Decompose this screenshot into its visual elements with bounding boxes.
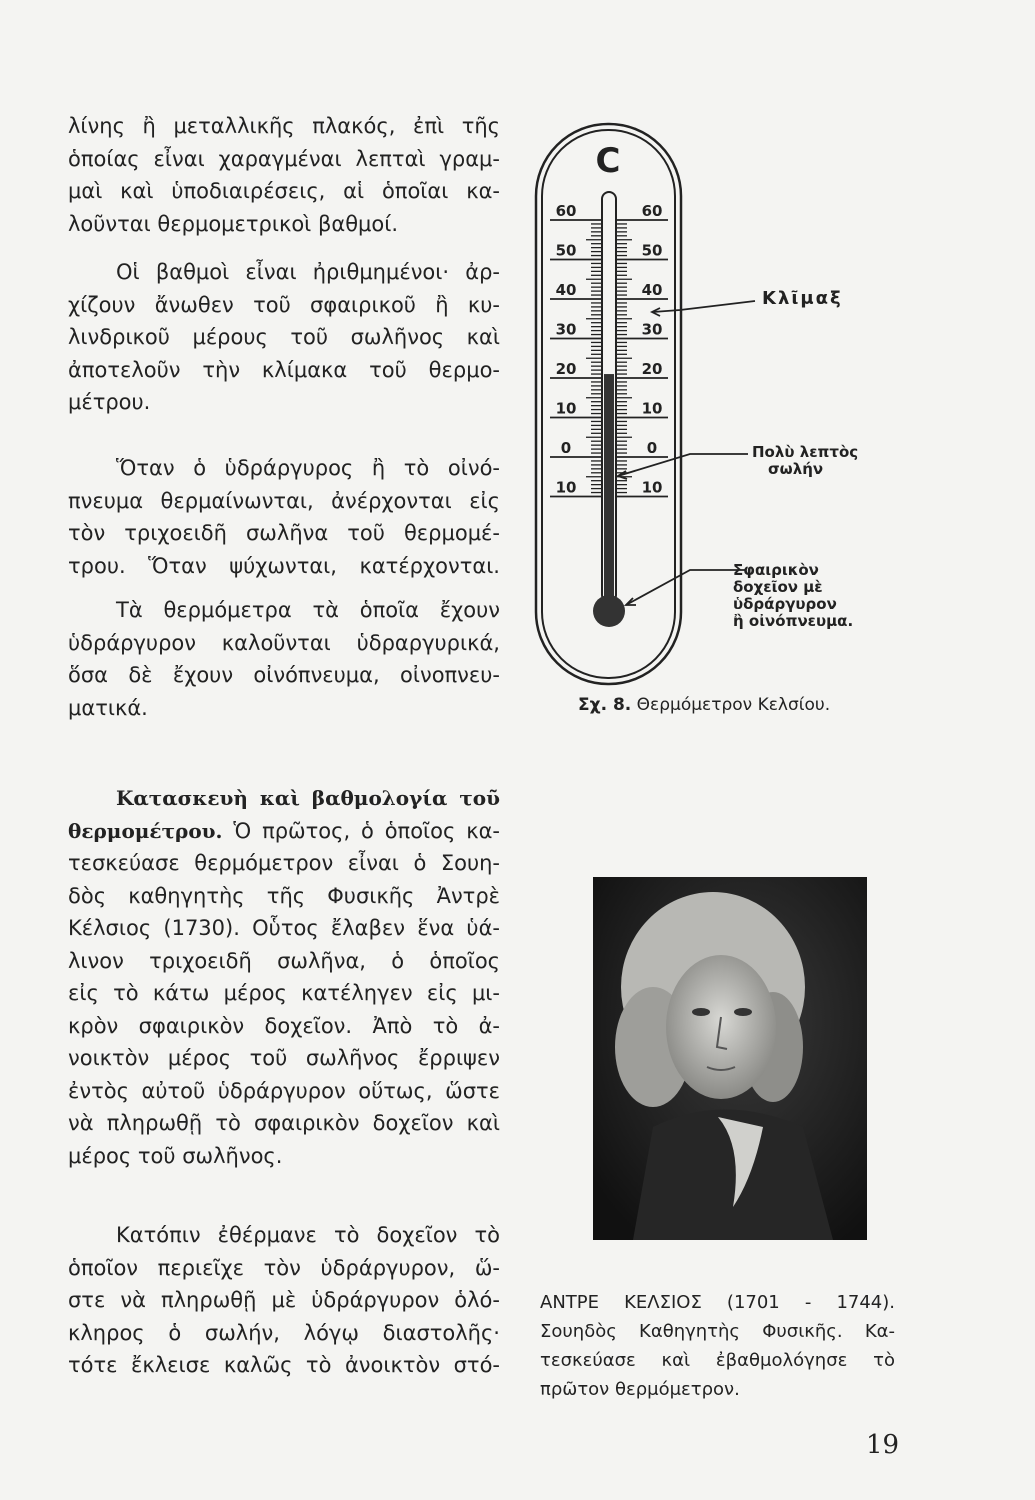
text-line: ὅσα δὲ ἔχουν οἰνόπνευμα, οἰνοπνευ- bbox=[68, 663, 500, 687]
figure-caption bbox=[578, 695, 830, 715]
section-heading-cont: θερμομέτρου. bbox=[68, 818, 223, 843]
text-line: ὑδράργυρον καλοῦνται ὑδραργυρικά, bbox=[68, 630, 500, 655]
text-line: εἰς τὸ κάτω μέρος κατέληγεν εἰς μι- bbox=[68, 981, 500, 1005]
text-line: ματικά. bbox=[68, 695, 148, 720]
text-line: ὁποίας εἶναι χαραγμέναι λεπταὶ γραμ- bbox=[68, 146, 500, 171]
figure-number: Σχ. 8. bbox=[578, 695, 632, 715]
scale-label-right: 30 bbox=[641, 320, 663, 339]
text-line: λίνης ἢ μεταλλικῆς πλακός, ἐπὶ τῆς bbox=[68, 114, 500, 138]
mercury-column bbox=[604, 374, 614, 610]
label-line: δοχεῖον μὲ bbox=[733, 578, 823, 596]
text-line: νὰ πληρωθῇ τὸ σφαιρικὸν δοχεῖον καὶ bbox=[68, 1111, 500, 1135]
text-line: μέρος τοῦ σωλῆνος. bbox=[68, 1143, 283, 1168]
scale-label-left: 60 bbox=[555, 202, 577, 220]
scale-label-right: 50 bbox=[641, 241, 663, 260]
label-bulb bbox=[733, 562, 853, 630]
paragraph-2 bbox=[68, 256, 500, 419]
text-line: κρὸν σφαιρικὸν δοχεῖον. Ἀπὸ τὸ ἀ- bbox=[68, 1013, 500, 1038]
paragraph-3 bbox=[68, 452, 500, 582]
text-line: Ὅταν ὁ ὑδράργυρος ἢ τὸ οἰνό- bbox=[116, 456, 500, 480]
text-line: Κέλσιος (1730). Οὗτος ἔλαβεν ἕνα ὑά- bbox=[68, 916, 500, 940]
bulb bbox=[593, 595, 625, 627]
scale-label-right: 60 bbox=[641, 202, 663, 220]
caption-line: πρῶτον θερμόμετρον. bbox=[540, 1379, 740, 1400]
scale-label-right: 10 bbox=[641, 478, 663, 497]
text-line: λινδρικοῦ μέρους τοῦ σωλῆνος καὶ bbox=[68, 325, 500, 349]
paragraph-4 bbox=[68, 594, 500, 724]
text-line: ἐντὸς αὐτοῦ ὑδράργυρον οὕτως, ὥστε bbox=[68, 1078, 500, 1103]
section-heading: Κατασκευὴ καὶ βαθμολογία τοῦ bbox=[116, 786, 500, 810]
scale-label-right: 40 bbox=[641, 281, 663, 299]
text-line: στε νὰ πληρωθῇ μὲ ὑδράργυρον ὁλό- bbox=[68, 1288, 500, 1312]
text-line: τρου. Ὅταν ψύχωνται, κατέρχονται. bbox=[68, 553, 500, 578]
portrait-photo bbox=[593, 877, 867, 1240]
label-scale: Κλῖμαξ bbox=[762, 288, 843, 309]
paragraph-construction bbox=[68, 782, 500, 1172]
scale-label-right: 10 bbox=[641, 399, 663, 418]
label-line: ὑδράργυρον bbox=[733, 595, 837, 613]
text-fragment: Ὁ πρῶτος, ὁ ὁποῖος κα- bbox=[233, 818, 500, 843]
label-tube bbox=[752, 444, 858, 478]
text-line bbox=[68, 815, 500, 848]
scale-label-left: 10 bbox=[555, 399, 577, 418]
text-line: τότε ἔκλεισε καλῶς τὸ ἀνοικτὸν στό- bbox=[68, 1353, 500, 1377]
caption-line: ΑΝΤΡΕ ΚΕΛΣΙΟΣ (1701 - 1744). bbox=[540, 1292, 895, 1313]
text-line: τὸν τριχοειδῆ σωλῆνα τοῦ θερμομέ- bbox=[68, 521, 500, 545]
scale-label-left: 20 bbox=[555, 360, 577, 378]
paragraph-1 bbox=[68, 110, 500, 240]
scale-label-right: 0 bbox=[646, 439, 658, 457]
scale-label-left: 10 bbox=[555, 478, 577, 497]
pointer-scale bbox=[653, 301, 755, 312]
scale-label-left: 40 bbox=[555, 281, 577, 299]
label-line: σωλήν bbox=[768, 460, 824, 478]
caption-line: Σουηδὸς Καθηγητὴς Φυσικῆς. Κα- bbox=[540, 1321, 895, 1342]
page-number: 19 bbox=[866, 1430, 900, 1460]
scale-label-left: 30 bbox=[555, 320, 577, 339]
scale-label-left: 0 bbox=[560, 439, 572, 457]
figure-title: Θερμόμετρον Κελσίου. bbox=[636, 695, 831, 715]
scale-label-left: 50 bbox=[555, 241, 577, 260]
portrait-caption bbox=[540, 1288, 895, 1404]
portrait-image bbox=[593, 877, 867, 1240]
paragraph-6 bbox=[68, 1219, 500, 1382]
text-line: τεσκεύασε θερμόμετρον εἶναι ὁ Σουη- bbox=[68, 851, 500, 875]
text-line: Κατόπιν ἐθέρμανε τὸ δοχεῖον τὸ bbox=[116, 1223, 500, 1247]
face bbox=[666, 955, 776, 1099]
text-line: πνευμα θερμαίνωνται, ἀνέρχονται εἰς bbox=[68, 488, 500, 513]
text-line: κληρος ὁ σωλήν, λόγῳ διαστολῆς· bbox=[68, 1320, 500, 1345]
text-line: Οἱ βαθμοὶ εἶναι ἠριθμημένοι· ἀρ- bbox=[116, 260, 500, 284]
text-line: δὸς καθηγητὴς τῆς Φυσικῆς Ἀντρὲ bbox=[68, 883, 500, 908]
scale-label-right: 20 bbox=[641, 360, 663, 378]
label-line: ἢ οἰνόπνευμα. bbox=[733, 612, 854, 630]
pointer-bulb bbox=[626, 570, 745, 605]
text-line: λοῦνται θερμομετρικοὶ βαθμοί. bbox=[68, 211, 399, 236]
text-line: ὁποῖον περιεῖχε τὸν ὑδράργυρον, ὥ- bbox=[68, 1255, 500, 1280]
unit-letter: C bbox=[595, 141, 621, 181]
text-line: ἀποτελοῦν τὴν κλίμακα τοῦ θερμο- bbox=[68, 357, 500, 382]
text-line: λινον τριχοειδῆ σωλῆνα, ὁ ὁποῖος bbox=[68, 948, 500, 973]
text-line: νοικτὸν μέρος τοῦ σωλῆνος ἔρριψεν bbox=[68, 1046, 500, 1070]
caption-line: τεσκεύασε καὶ ἐβαθμολόγησε τὸ bbox=[540, 1350, 895, 1371]
text-line: Τὰ θερμόμετρα τὰ ὁποῖα ἔχουν bbox=[116, 598, 500, 622]
text-line: μαὶ καὶ ὑποδιαιρέσεις, αἱ ὁποῖαι κα- bbox=[68, 179, 500, 203]
text-line: μέτρου. bbox=[68, 390, 151, 414]
text-line: χίζουν ἄνωθεν τοῦ σφαιρικοῦ ἢ κυ- bbox=[68, 292, 500, 317]
label-line: Πολὺ λεπτὸς bbox=[752, 443, 859, 461]
label-line: Σφαιρικὸν bbox=[733, 561, 819, 579]
